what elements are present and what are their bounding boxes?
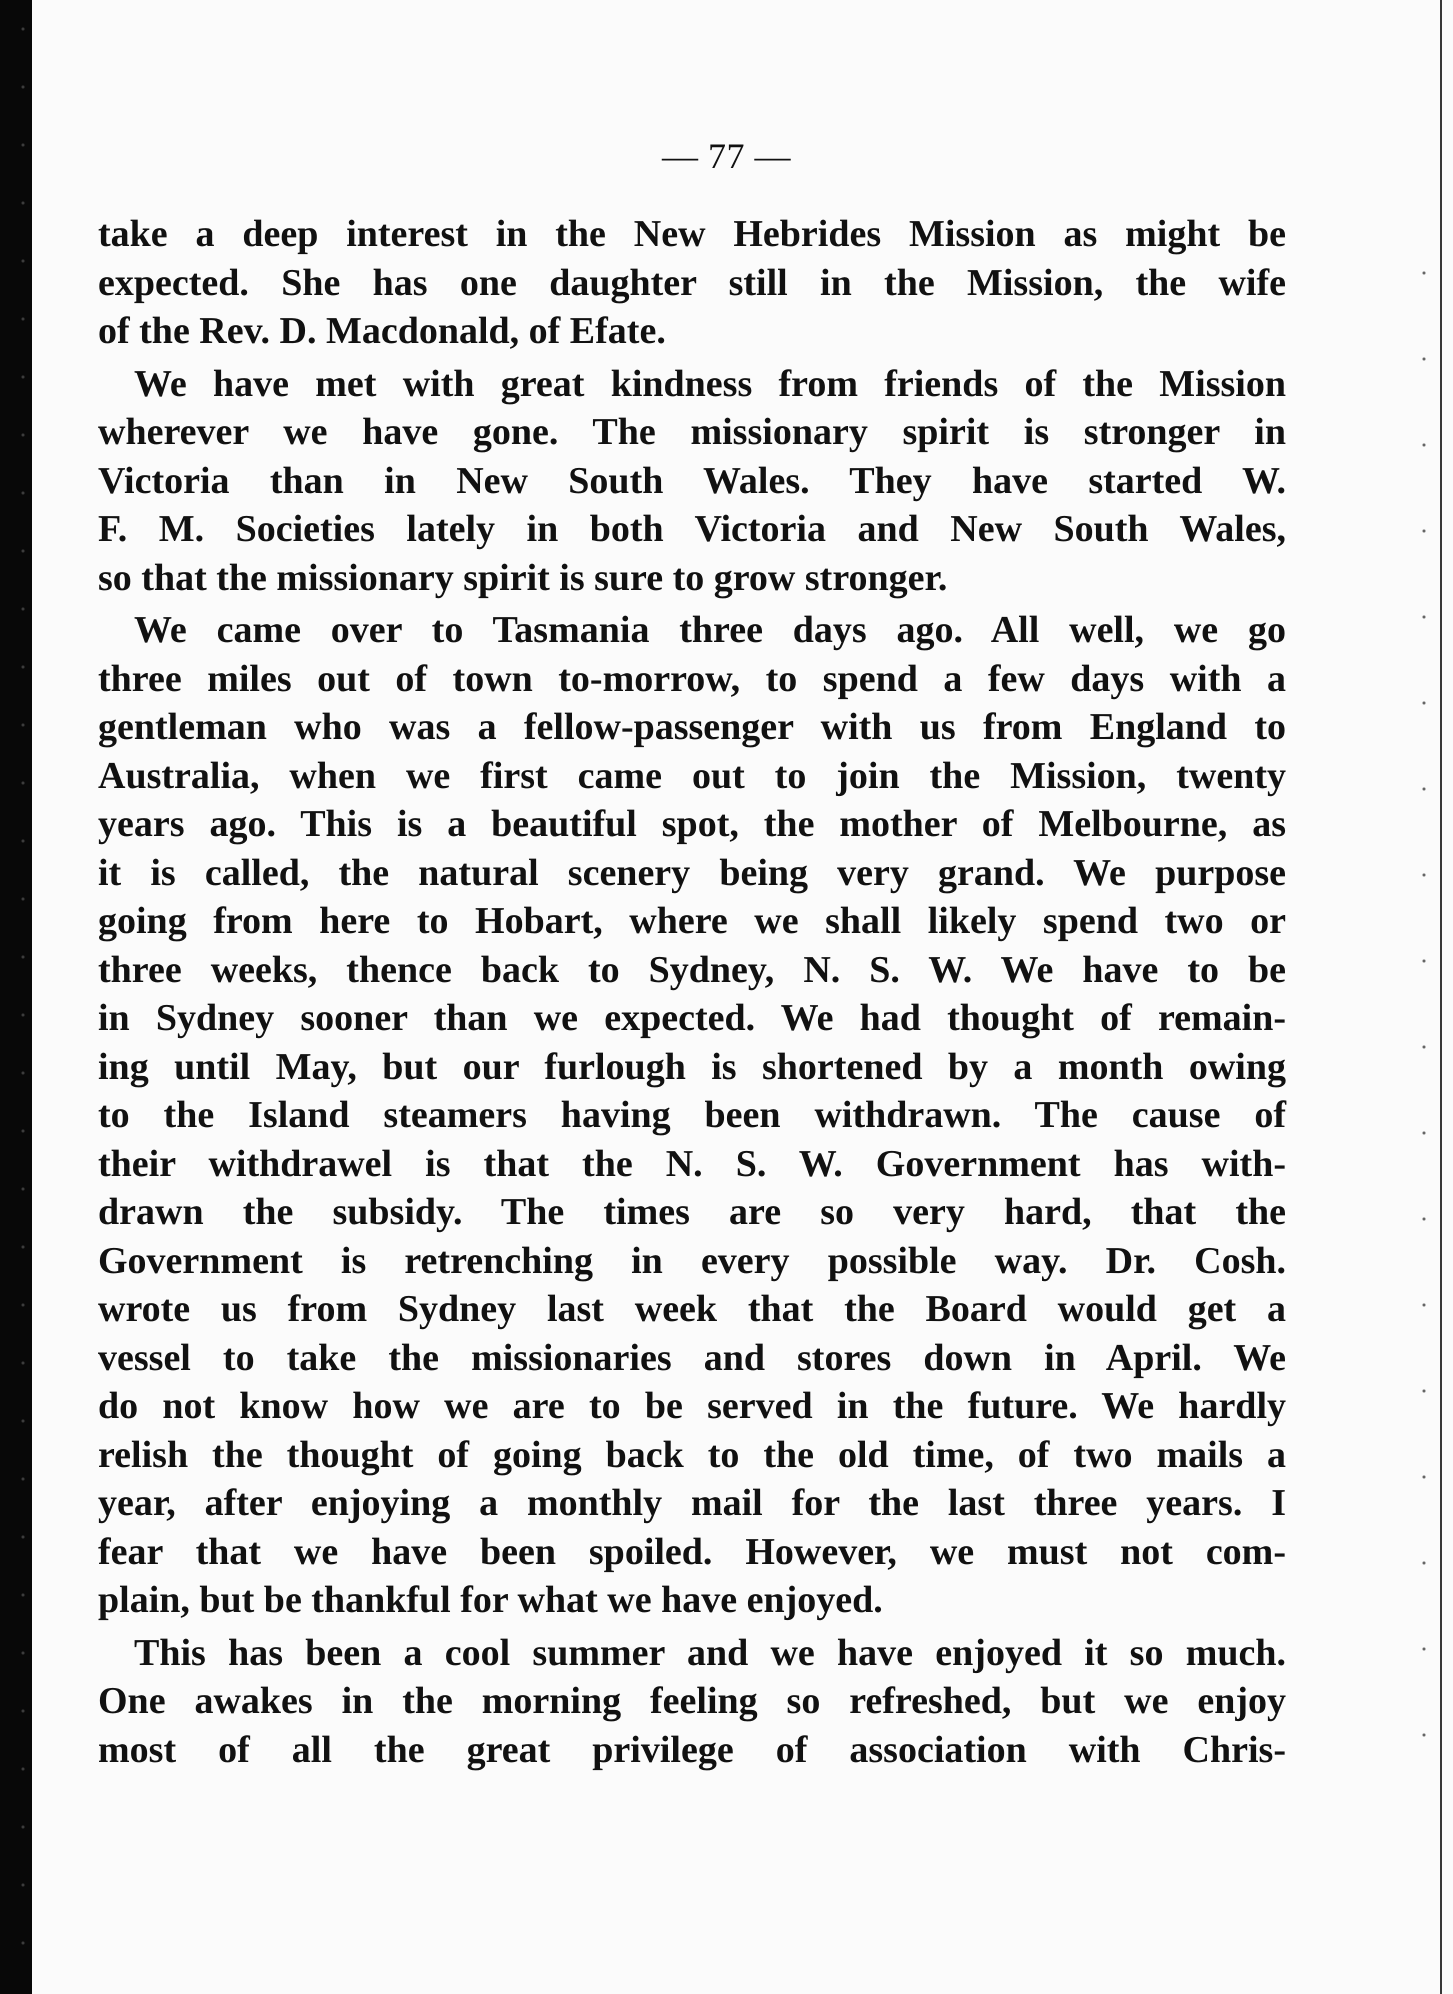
text-line: Government is retrenching in every possible way. Dr. Cosh. <box>98 1239 1286 1282</box>
paragraph <box>98 210 1286 356</box>
text-line: three weeks, thence back to Sydney, N. S. W. We have to be <box>98 948 1286 991</box>
right-edge-specks <box>1421 230 1427 1810</box>
paragraph <box>98 606 1286 1625</box>
text-line: it is called, the natural scenery being very grand. We purpose <box>98 851 1286 894</box>
text-line: fear that we have been spoiled. However, we must not com- <box>98 1530 1286 1573</box>
text-line: of the Rev. D. Macdonald, of Efate. <box>98 310 666 352</box>
text-line: We came over to Tasmania three days ago. All well, we go <box>134 609 1286 651</box>
text-line: One awakes in the morning feeling so refreshed, but we enjoy <box>98 1680 1286 1722</box>
text-line: drawn the subsidy. The times are so very hard, that the <box>98 1191 1286 1233</box>
text-line: year, after enjoying a monthly mail for the last three years. I <box>98 1482 1286 1524</box>
text-line: This has been a cool summer and we have enjoyed it so much. <box>134 1631 1286 1674</box>
paragraph <box>98 1629 1286 1775</box>
right-page-edge-line <box>1439 0 1443 1994</box>
text-line: wherever we have gone. The missionary spirit is stronger in <box>98 411 1286 453</box>
text-line: in Sydney sooner than we expected. We had thought of remain- <box>98 997 1286 1039</box>
page-body-text <box>98 210 1286 1778</box>
paragraph <box>98 360 1286 603</box>
text-line: take a deep interest in the New Hebrides Mission as might be <box>98 213 1286 255</box>
text-line: Victoria than in New South Wales. They have started W. <box>98 459 1286 502</box>
text-line: F. M. Societies lately in both Victoria and New South Wales, <box>98 508 1286 550</box>
text-line: plain, but be thankful for what we have enjoyed. <box>98 1579 883 1621</box>
text-line: most of all the great privilege of association with Chris- <box>98 1728 1286 1771</box>
text-line: their withdrawel is that the N. S. W. Government has with- <box>98 1142 1286 1185</box>
text-line: gentleman who was a fellow-passenger with us from England to <box>98 706 1286 748</box>
text-line: ing until May, but our furlough is shortened by a month owing <box>98 1045 1286 1088</box>
binding-edge-flecks <box>19 0 27 1994</box>
text-line: three miles out of town to-morrow, to spend a few days with a <box>98 657 1286 700</box>
text-line: relish the thought of going back to the old time, of two mails a <box>98 1433 1286 1476</box>
page-number: — 77 — <box>662 136 791 176</box>
text-line: Australia, when we first came out to join the Mission, twenty <box>98 754 1286 797</box>
scanned-binding-edge <box>0 0 32 1994</box>
text-line: We have met with great kindness from friends of the Mission <box>134 362 1286 405</box>
text-line: wrote us from Sydney last week that the Board would get a <box>98 1288 1286 1330</box>
text-line: expected. She has one daughter still in the Mission, the wife <box>98 261 1286 304</box>
text-line: going from here to Hobart, where we shall likely spend two or <box>98 900 1286 942</box>
text-line: vessel to take the missionaries and stores down in April. We <box>98 1336 1286 1379</box>
text-line: do not know how we are to be served in the future. We hardly <box>98 1385 1286 1427</box>
text-line: to the Island steamers having been withdrawn. The cause of <box>98 1094 1286 1136</box>
text-line: years ago. This is a beautiful spot, the mother of Melbourne, as <box>98 803 1286 845</box>
text-line: so that the missionary spirit is sure to grow stronger. <box>98 556 948 599</box>
